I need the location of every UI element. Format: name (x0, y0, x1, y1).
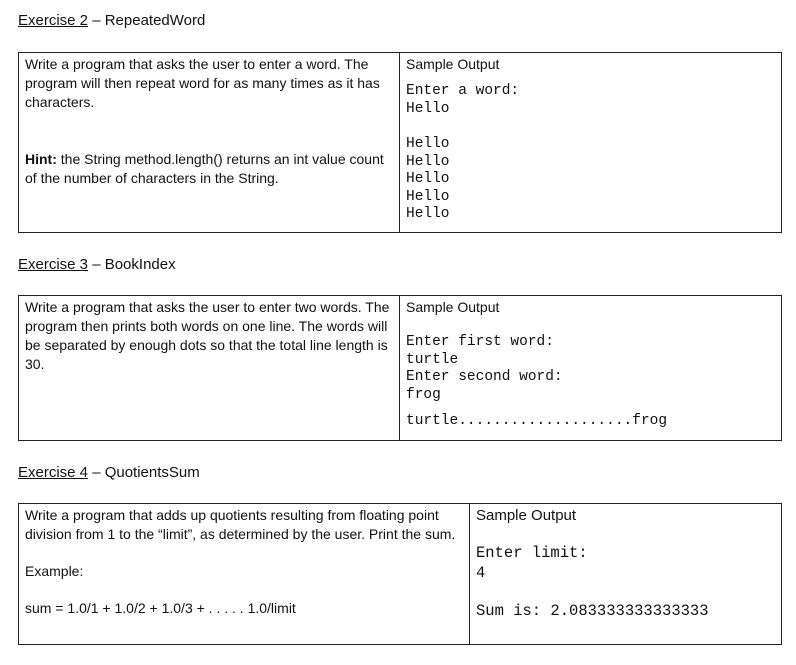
output-line: Hello (406, 188, 450, 205)
exercise-3-prompt-1: Enter first word: (406, 334, 554, 350)
exercise-2-table (18, 52, 782, 233)
exercise-3-title: – BookIndex (88, 256, 176, 273)
output-line: Hello (406, 171, 450, 187)
exercise-4-label: Exercise 4 (18, 464, 89, 481)
exercise-4-table (18, 503, 782, 645)
exercise-4-example-formula: sum = 1.0/1 + 1.0/2 + 1.0/3 + . . . . . 1.0/limit (25, 600, 296, 616)
exercise-4-description: Write a program that adds up quotients resulting from floating point division from 1 to the “limit”, as determined by the user. Print the sum. (25, 507, 456, 542)
exercise-2-sample-cell (400, 53, 781, 232)
exercise-3-heading (18, 256, 176, 274)
exercise-4-input: 4 (476, 564, 486, 582)
exercise-3-input-2: frog (406, 386, 441, 403)
exercise-2-title: – RepeatedWord (88, 12, 206, 29)
output-line: Hello (406, 153, 450, 170)
exercise-3-prompt-2: Enter second word: (406, 369, 563, 385)
exercise-2-input: Hello (406, 100, 450, 117)
hint-label: Hint: (25, 151, 57, 167)
output-line: Hello (406, 136, 450, 152)
exercise-2-heading (18, 12, 205, 30)
exercise-3-table (18, 295, 782, 441)
exercise-4-heading (18, 464, 200, 482)
exercise-3-description: Write a program that asks the user to enter two words. The program then prints both words on one line. The words will be separated by enough dots so that the total line length is 30. (25, 299, 390, 372)
exercise-3-sample-title: Sample Output (406, 299, 500, 315)
exercise-4-description-cell (19, 504, 470, 644)
exercise-4-title: – QuotientsSum (88, 464, 200, 481)
exercise-3-sample-cell (400, 296, 781, 440)
exercise-2-sample-title: Sample Output (406, 56, 500, 72)
exercise-2-hint (25, 150, 393, 188)
exercise-3-label: Exercise 3 (18, 256, 89, 273)
exercise-2-prompt: Enter a word: (406, 83, 520, 99)
exercise-2-description-cell (19, 53, 400, 232)
exercise-4-prompt: Enter limit: (476, 544, 588, 562)
exercise-2-output-lines (406, 136, 775, 224)
exercise-2-label: Exercise 2 (18, 12, 89, 29)
exercise-3-description-cell (19, 296, 400, 440)
exercise-3-result: turtle....................frog (406, 413, 668, 429)
exercise-4-sample-title: Sample Output (476, 507, 577, 524)
exercise-3-input-1: turtle (406, 351, 459, 368)
exercise-4-result: Sum is: 2.083333333333333 (476, 602, 709, 620)
hint-text: the String method.length() returns an int value count of the number of characters in the String. (25, 151, 384, 186)
exercise-4-sample-cell (470, 504, 781, 644)
exercise-2-description: Write a program that asks the user to enter a word. The program will then repeat word for as many times as it has characters. (25, 56, 380, 110)
output-line: Hello (406, 206, 450, 222)
exercise-4-example-label: Example: (25, 563, 84, 579)
